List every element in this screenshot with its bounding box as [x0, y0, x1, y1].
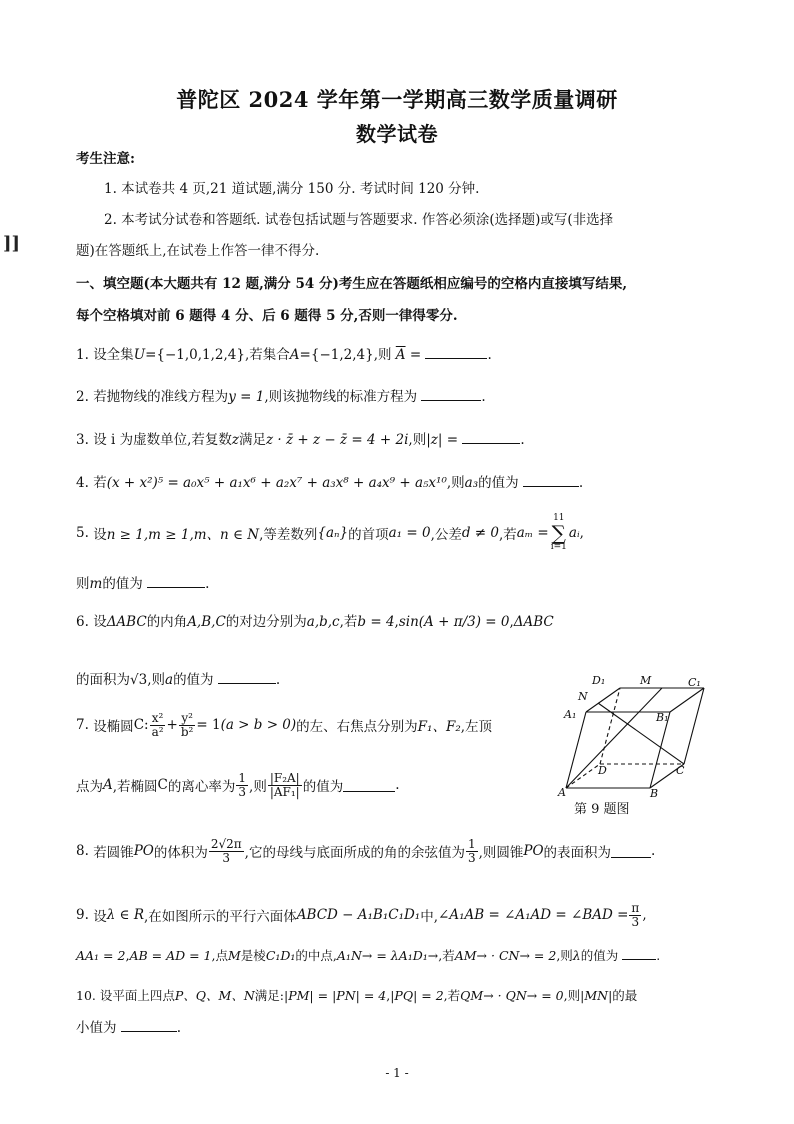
- label-B: B: [650, 787, 659, 798]
- label-D: D: [598, 764, 607, 777]
- question-9: 9. 设 λ ∈ R ,在如图所示的平行六面体 ABCD − A₁B₁C₁D₁ 中, ∠A₁AB = ∠A₁AD = ∠BAD = $\frac{\pi}{3}$ ,: [76, 901, 647, 929]
- figure-caption: 第 9 题图: [574, 802, 630, 817]
- question-3: 3. 设 i 为虚数单位,若复数z满足z · z̄ + z − z̄ = 4 + 2i,则|z| = .: [76, 432, 525, 448]
- label-C1: C₁: [688, 676, 701, 689]
- label-B1: B₁: [656, 711, 669, 724]
- answer-blank-6: [218, 671, 276, 684]
- notice-line-3: 题)在答题纸上,在试卷上作答一律不得分.: [76, 243, 320, 259]
- answer-blank-5: [147, 575, 205, 588]
- question-2: 2. 若抛物线的准线方程为y = 1,则该抛物线的标准方程为 .: [76, 389, 486, 405]
- answer-blank-3: [462, 431, 520, 444]
- question-5: 5. 设 n ≥ 1,m ≥ 1,m、n ∈ N ,等差数列 {aₙ} 的首项 a₁ = 0 ,公差 d ≠ 0 ,若 aₘ = 11 ∑ i=1 aᵢ ,: [76, 513, 584, 552]
- label-D1: D₁: [592, 674, 606, 687]
- page-number: - 1 -: [385, 1066, 409, 1080]
- answer-blank-10: [121, 1019, 177, 1032]
- label-A: A: [558, 786, 566, 798]
- label-M: M: [640, 674, 652, 687]
- question-7-line-2: 点为 A ,若椭圆 C 的离心率为 $\frac{1}{3}$ ,则 $\frac{\text{|F₂A|}}{\text{|AF₁|}}$ 的值为 .: [76, 771, 400, 799]
- label-A1: A₁: [564, 708, 577, 721]
- notice-heading: 考生注意:: [76, 151, 135, 167]
- question-10-line-2: 小值为 .: [76, 1020, 182, 1036]
- question-6-line-2: 的面积为√3,则a的值为 .: [76, 672, 281, 688]
- question-6: 6. 设ΔABC的内角A,B,C的对边分别为a,b,c,若b = 4,sin(A + π/3) = 0,ΔABC: [76, 614, 554, 630]
- exam-title: 普陀区 2024 学年第一学期高三数学质量调研: [176, 87, 618, 112]
- question-8: 8. 若圆锥 PO 的体积为 $\frac{2√2\pi}{3}$ ,它的母线与底面所成的角的余弦值为 $\frac{1}{3}$ ,则圆锥 PO 的表面积为 .: [76, 837, 656, 865]
- label-C: C: [676, 764, 685, 777]
- label-N: N: [578, 690, 588, 703]
- notice-line-2: 2. 本考试分试卷和答题纸. 试卷包括试题与答题要求. 作答必须涂(选择题)或写(非选择: [104, 212, 614, 228]
- margin-mark: ]]: [3, 233, 21, 254]
- answer-blank-9: [622, 947, 656, 960]
- section-heading-line-1: 一、填空题(本大题共有 12 题,满分 54 分)考生应在答题纸相应编号的空格内直接填写结果,: [76, 276, 628, 292]
- question-4: 4. 若(x + x²)⁵ = a₀x⁵ + a₁x⁶ + a₂x⁷ + a₃x⁸ + a₄x⁹ + a₅x¹⁰,则a₃的值为 .: [76, 475, 584, 491]
- answer-blank-1: [425, 346, 487, 359]
- question-1: 1. 设全集U={−1,0,1,2,4},若集合A={−1,2,4},则 $\overline{A}$ = .: [76, 347, 492, 363]
- notice-line-1: 1. 本试卷共 4 页,21 道试题,满分 150 分. 考试时间 120 分钟.: [104, 181, 480, 197]
- question-9-line-2: AA₁ = 2,AB = AD = 1,点M是棱C₁D₁的中点,A₁N→ = λA₁D₁→,若AM→ · CN→ = 2,则λ的值为 .: [76, 948, 661, 963]
- answer-blank-7: [343, 779, 395, 792]
- exam-subtitle: 数学试卷: [356, 122, 438, 146]
- section-heading-line-2: 每个空格填对前 6 题得 4 分、后 6 题得 5 分,否则一律得零分.: [76, 308, 458, 324]
- answer-blank-8: [611, 845, 651, 858]
- answer-blank-4: [523, 474, 579, 487]
- question-7: 7. 设椭圆 C: $\frac{\text{x²}}{\text{a²}}$ + $\frac{\text{y²}}{\text{b²}}$ = 1 (a > b > 0) 的左、右焦点分别为 F₁、F₂ ,左顶: [76, 711, 493, 739]
- parallelepiped-figure: [556, 670, 706, 798]
- question-5-line-2: 则m的值为 .: [76, 576, 210, 592]
- question-10: 10. 设平面上四点P、Q、M、N满足:|PM| = |PN| = 4,|PQ| = 2,若QM→ · QN→ = 0,则|MN|的最: [76, 988, 638, 1003]
- answer-blank-2: [421, 388, 481, 401]
